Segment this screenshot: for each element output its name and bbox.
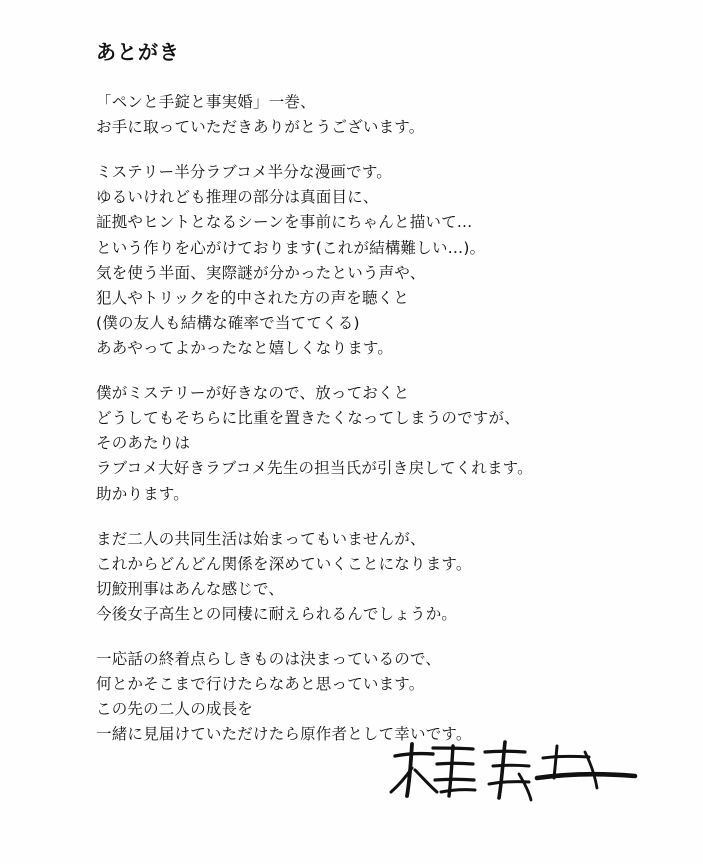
paragraph-editor-balance (96, 381, 656, 507)
text-line: という作りを心がけております(これが結構難しい…)。 (96, 238, 486, 257)
afterword-content (96, 40, 656, 748)
text-line: 気を使う半面、実際謎が分かったという声や、 (96, 263, 426, 282)
text-line: 「ペンと手錠と事実婚」一巻、 (96, 93, 316, 111)
author-signature (385, 734, 645, 824)
text-line: 切鮫刑事はあんな感じで、 (96, 579, 285, 598)
paragraph-closing (96, 647, 656, 747)
text-line: 今後女子高生との同棲に耐えられるんでしょうか。 (96, 604, 458, 623)
text-line: まだ二人の共同生活は始まってもいませんが、 (96, 529, 426, 548)
text-line: 助かります。 (96, 484, 189, 503)
text-line: ミステリー半分ラブコメ半分な漫画です。 (96, 163, 392, 182)
text-line: 犯人やトリックを的中された方の声を聴くと (96, 288, 410, 307)
text-line: 一緒に見届けていただけたら原作者として幸いです。 (96, 725, 472, 744)
text-line: これからどんどん関係を深めていくことになります。 (96, 554, 472, 573)
text-line: 一応話の終着点らしきものは決まっているので、 (96, 650, 442, 669)
signature-icon (385, 734, 645, 824)
text-line: 僕がミステリーが好きなので、放っておくと (96, 384, 410, 403)
text-line: お手に取っていただきありがとうございます。 (96, 118, 425, 137)
text-line: ああやってよかったなと嬉しくなります。 (96, 338, 394, 357)
paragraph-characters (96, 527, 656, 627)
paragraph-intro (96, 90, 656, 140)
text-line: ラブコメ大好きラブコメ先生の担当氏が引き戻してくれます。 (96, 459, 533, 478)
text-line: どうしてもそちらに比重を置きたくなってしまうのですが、 (96, 409, 520, 428)
text-line: 何とかそこまで行けたらなあと思っています。 (96, 675, 425, 694)
text-line: ゆるいけれども推理の部分は真面目に、 (96, 188, 379, 207)
text-line: この先の二人の成長を (96, 700, 254, 719)
text-line: 証拠やヒントとなるシーンを事前にちゃんと描いて… (96, 213, 473, 232)
page-title: あとがき (96, 40, 180, 64)
text-line: (僕の友人も結構な確率で当ててくる) (96, 313, 360, 332)
paragraph-about-the-work (96, 160, 656, 361)
text-line: そのあたりは (96, 434, 191, 453)
